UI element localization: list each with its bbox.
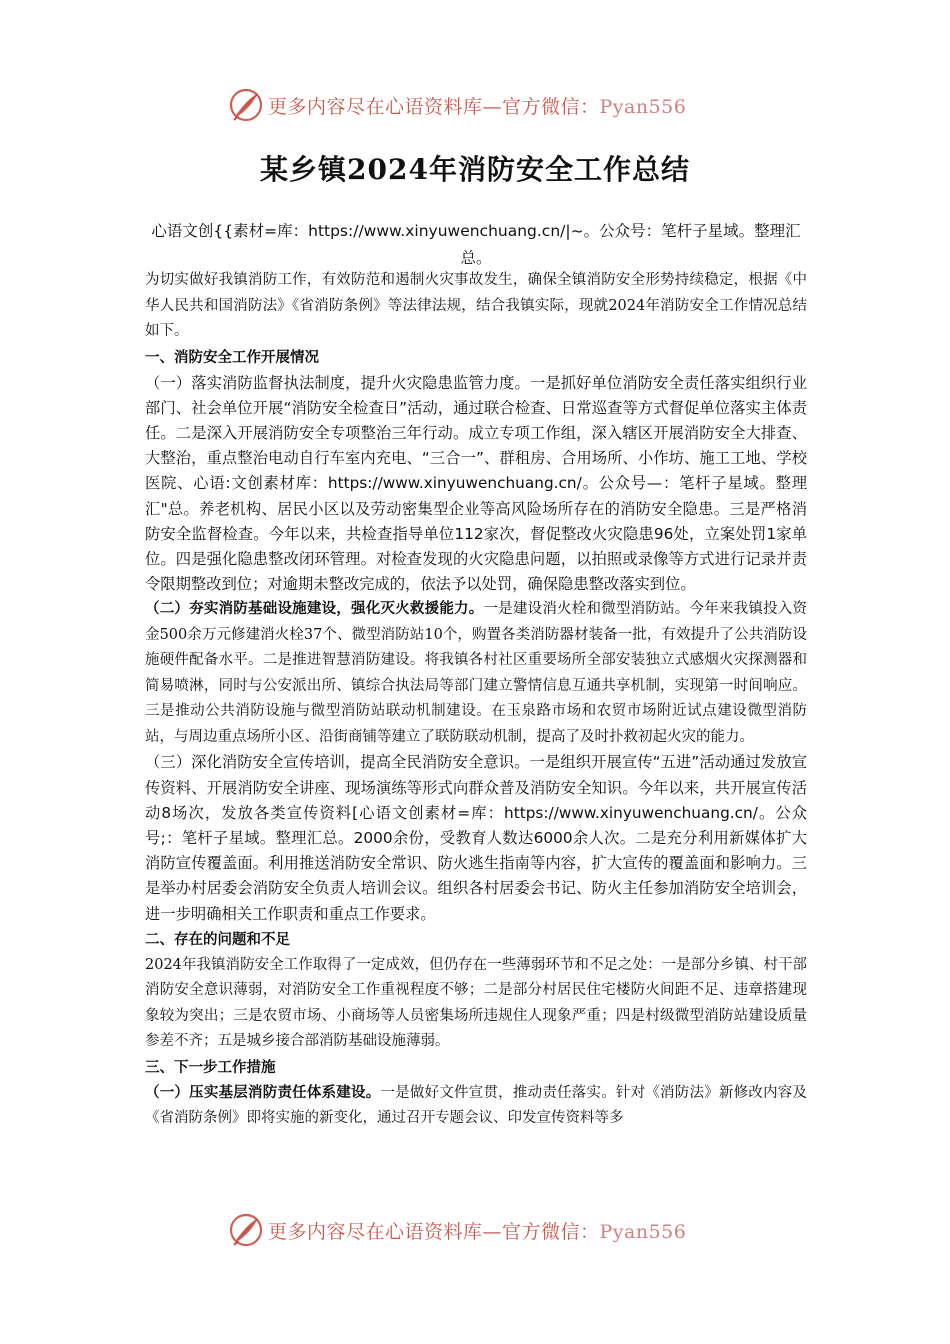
quill-pen-logo-icon: [228, 1212, 264, 1248]
watermark-wechat-id: Pyan556: [599, 95, 687, 118]
paragraph-lead: （二）夯实消防基础设施建设，强化灭火救援能力。: [145, 601, 484, 618]
paragraph-supervision: （一）落实消防监督执法制度，提升火灾隐患监管力度。一是抓好单位消防安全责任落实组织行业部门、社会单位开展“消防安全检查日”活动，通过联合检查、日常巡查等方式督促单位落实主体责任。二是深入开展消防安全专项整治三年行动。成立专项工作组，深入辖区开展消防安全大排查、大整治，重点整治电动自行车室内充电、“三合一”、群租房、合用场所、小作坊、施工工地、学校医院、心语:文创素材库：https://www.xinyuwenchuang.cn/。公众号—：笔杆子星域。整理汇"总。养老机构、居民小区以及劳动密集型企业等高风险场所存在的消防安全隐患。三是严格消防安全监督检查。今年以来，共检查指导单位112家次，督促整改火灾隐患96处，立案处罚1家单位。四是强化隐患整改闭环管理。对检查发现的火灾隐患问题，以拍照或录像等方式进行记录并责令限期整改到位；对逾期未整改完成的，依法予以处罚，确保隐患整改落实到位。: [145, 373, 807, 594]
paragraph-publicity: （三）深化消防安全宣传培训，提高全民消防安全意识。一是组织开展宣传“五进”活动通过发放宣传资料、开展消防安全讲座、现场演练等形式向群众普及消防安全知识。今年以来，共开展宣传活动8场次，发放各类宣传资料[心语文创素材=库：https://www.xinyuwenchuang.cn/。公众号;：笔杆子星域。整理汇总。2000余份，受教育人数达6000余人次。二是充分利用新媒体扩大消防宣传覆盖面。利用推送消防安全常识、防火逃生指南等内容，扩大宣传的覆盖面和影响力。三是举办村居委会消防安全负责人培训会议。组织各村居委会书记、防火主任参加消防安全培训会，进一步明确相关工作职责和重点工作要求。: [145, 753, 807, 923]
paragraph-problems: 2024年我镇消防安全工作取得了一定成效，但仍存在一些薄弱环节和不足之处：一是部分乡镇、村干部消防安全意识薄弱，对消防安全工作重视程度不够；二是部分村居民住宅楼防火间距不足、违章搭建现象较为突出；三是农贸市场、小商场等人员密集场所违规住人现象严重；四是村级微型消防站建设质量参差不齐；五是城乡接合部消防基础设施薄弱。: [145, 956, 807, 1050]
paragraph-text: 一是建设消火栓和微型消防站。今年来我镇投入资金500余万元修建消火栓37个、微型消防站10个，购置各类消防器材装备一批，有效提升了公共消防设施硬件配备水平。二是推进智慧消防建设。将我镇各村社区重要场所全部安装独立式感烟火灾探测器和简易喷淋，同时与公安派出所、镇综合执法局等部门建立警情信息互通共享机制，实现第一时间响应。三是推动公共消防设施与微型消防站联动机制建设。在玉泉路市场和农贸市场附近试点建设微型消防站，与周边重点场所小区、沿街商铺等建立了联防联动机制，提高了及时扑救初起火灾的能力。: [145, 601, 808, 745]
paragraph-text: 一是做好文件宣贯，推动责任落实。针对《消防法》新修改内容及《省消防条例》即将实施的新变化，通过召开专题会议、印发宣传资料等多: [145, 1084, 807, 1127]
document-body: [145, 268, 807, 1132]
watermark-text: 更多内容尽在心语资料库—官方微信：Pyan556: [268, 95, 687, 118]
document-title: 某乡镇2024年消防安全工作总结: [260, 153, 690, 186]
watermark-text: 更多内容尽在心语资料库—官方微信：Pyan556: [268, 1220, 687, 1243]
watermark-banner-top: [0, 80, 950, 130]
section-heading-2: 二、存在的问题和不足: [145, 931, 290, 948]
paragraph-lead: （一）压实基层消防责任体系建设。: [145, 1084, 381, 1101]
document-subtitle: 心语文创{{素材=库：https://www.xinyuwenchuang.cn/|~。公众号：笔杆子星域。整理汇总。: [151, 222, 801, 267]
intro-paragraph: 为切实做好我镇消防工作，有效防范和遏制火灾事故发生，确保全镇消防安全形势持续稳定，根据《中华人民共和国消防法》《省消防条例》等法律法规，结合我镇实际，现就2024年消防安全工作情况总结如下。: [145, 272, 807, 339]
section-heading-1: 一、消防安全工作开展情况: [145, 349, 319, 366]
paragraph-measures: [145, 1081, 807, 1132]
watermark-wechat-id: Pyan556: [599, 1220, 687, 1243]
section-heading-3: 三、下一步工作措施: [145, 1059, 276, 1076]
quill-pen-logo-icon: [228, 87, 264, 123]
paragraph-infrastructure: [145, 597, 807, 750]
watermark-banner-bottom: [0, 1205, 950, 1255]
